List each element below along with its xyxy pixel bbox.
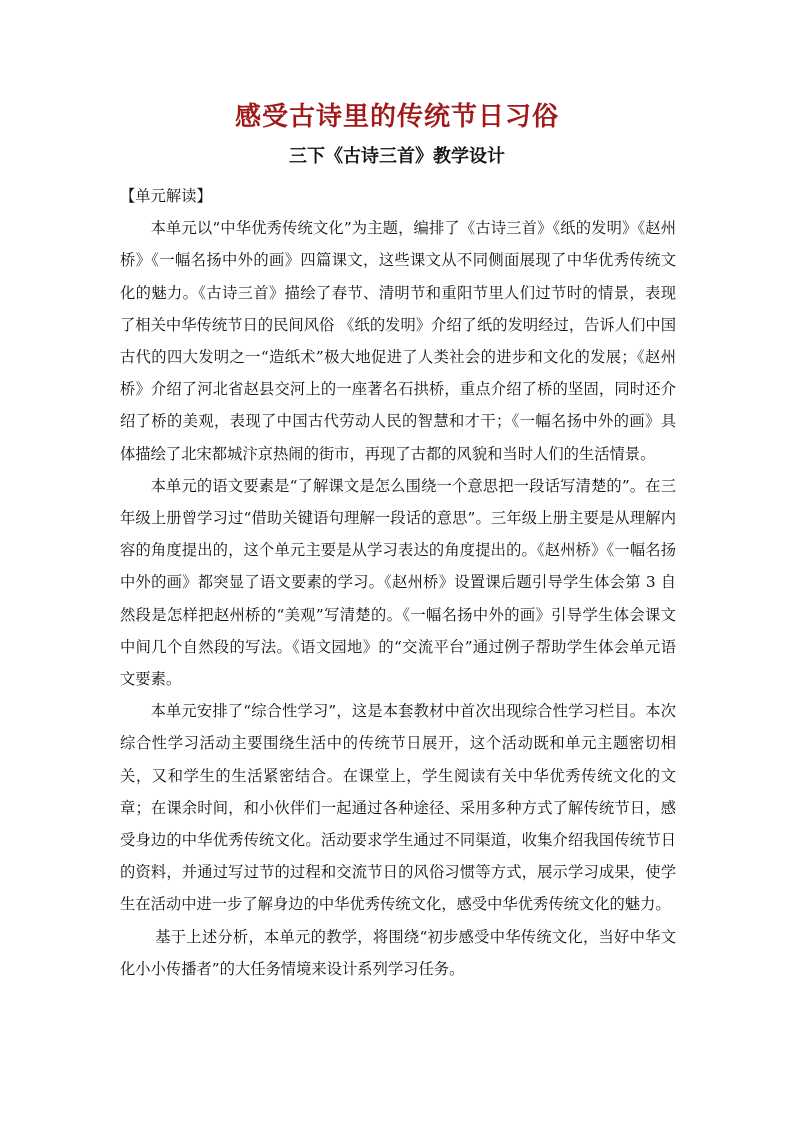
paragraph-4: 基于上述分析，本单元的教学，将围绕“初步感受中华传统文化，当好中华文化小小传播者”的大任务情境来设计系列学习任务。	[120, 927, 676, 978]
section-heading: 【单元解读】	[120, 187, 212, 205]
document-body	[120, 180, 676, 985]
paragraph-3: 本单元安排了“综合性学习”，这是本套教材中首次出现综合性学习栏目。本次综合性学习活动主要围绕生活中的传统节日展开，这个活动既和单元主题密切相关，又和学生的生活紧密结合。在课堂上，学生阅读有关中华优秀传统文化的文章；在课余时间，和小伙伴们一起通过各种途径、采用多种方式了解传统节日，感受身边的中华优秀传统文化。活动要求学生通过不同渠道，收集介绍我国传统节日的资料，并通过写过节的过程和交流节日的风俗习惯等方式，展示学习成果，使学生在活动中进一步了解身边的中华优秀传统文化，感受中华优秀传统文化的魅力。	[120, 702, 676, 914]
paragraph-1: 本单元以“中华优秀传统文化”为主题，编排了《古诗三首》《纸的发明》《赵州桥》《一幅名扬中外的画》四篇课文，这些课文从不同侧面展现了中华优秀传统文化的魅力。《古诗三首》描绘了春节、清明节和重阳节里人们过节时的情景，表现了相关中华传统节日的民间风俗 《纸的发明》介绍了纸的发明经过，告诉人们中国古代的四大发明之一“造纸术”极大地促进了人类社会的进步和文化的发展；《赵州桥》介绍了河北省赵县交河上的一座著名石拱桥，重点介绍了桥的坚固，同时还介绍了桥的美观，表现了中国古代劳动人民的智慧和才干；《一幅名扬中外的画》具体描绘了北宋都城汴京热闹的街市，再现了古都的风貌和当时人们的生活情景。	[120, 219, 676, 463]
document-title: 感受古诗里的传统节日习俗	[234, 102, 559, 132]
document-subtitle: 三下《古诗三首》教学设计	[289, 146, 505, 167]
paragraph-2: 本单元的语文要素是“了解课文是怎么围绕一个意思把一段话写清楚的”。在三年级上册曾学习过“借助关键语句理解一段话的意思”。三年级上册主要是从理解内容的角度提出的，这个单元主要是从学习表达的角度提出的。《赵州桥》《一幅名扬中外的画》都突显了语文要素的学习。《赵州桥》设置课后题引导学生体会第 3 自然段是怎样把赵州桥的“美观”写清楚的。《一幅名扬中外的画》引导学生体会课文中间几个自然段的写法。《语文园地》的“交流平台”通过例子帮助学生体会单元语文要素。	[120, 476, 676, 689]
